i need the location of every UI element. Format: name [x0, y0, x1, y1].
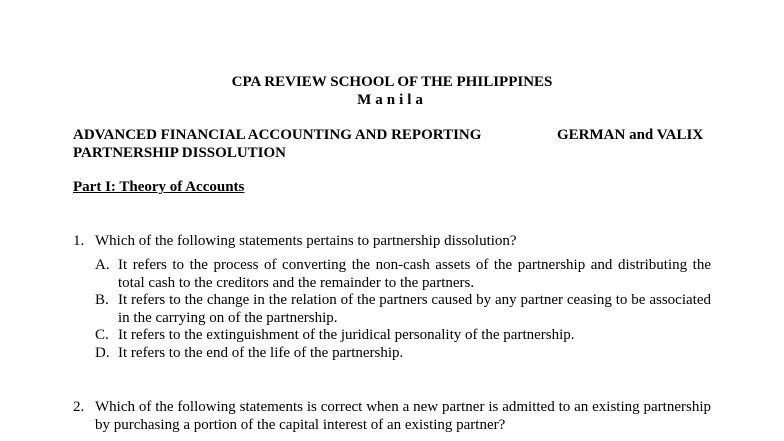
school-title: CPA REVIEW SCHOOL OF THE PHILIPPINES — [231, 74, 553, 90]
choice-d — [95, 345, 711, 363]
question-1-choices — [95, 257, 711, 362]
choice-text: It refers to the extinguishment of the juridical personality of the partnership. — [118, 327, 575, 343]
part-heading: Part I: Theory of Accounts — [73, 179, 245, 195]
city-subtitle: Manila — [357, 92, 427, 108]
choice-letter: B. — [95, 292, 109, 308]
topic-title: PARTNERSHIP DISSOLUTION — [73, 145, 286, 161]
question-number: 2. — [73, 399, 85, 415]
choice-c — [95, 327, 711, 345]
question-2 — [73, 398, 711, 434]
choice-letter: D. — [95, 344, 110, 361]
question-1 — [73, 232, 711, 250]
choice-b — [95, 292, 711, 327]
choice-text: It refers to the end of the life of the partnership. — [118, 344, 404, 361]
question-text: Which of the following statements is correct when a new partner is admitted to an existing partnership by purchasing a portion of the capital interest of an existing partner? — [95, 399, 711, 433]
choice-letter: C. — [95, 327, 109, 343]
choice-letter: A. — [95, 257, 110, 273]
choice-text: It refers to the change in the relation of the partners caused by any partner ceasing to be associated in the carrying on of the partnership. — [118, 292, 711, 326]
choice-text: It refers to the process of converting the non-cash assets of the partnership and distributing the total cash to the creditors and the remainder to the partners. — [118, 257, 711, 291]
question-text: Which of the following statements pertains to partnership dissolution? — [95, 233, 517, 249]
question-number: 1. — [73, 233, 85, 249]
course-title: ADVANCED FINANCIAL ACCOUNTING AND REPORTING — [73, 127, 482, 143]
choice-a — [95, 257, 711, 292]
authors-label: GERMAN and VALIX — [557, 127, 704, 143]
